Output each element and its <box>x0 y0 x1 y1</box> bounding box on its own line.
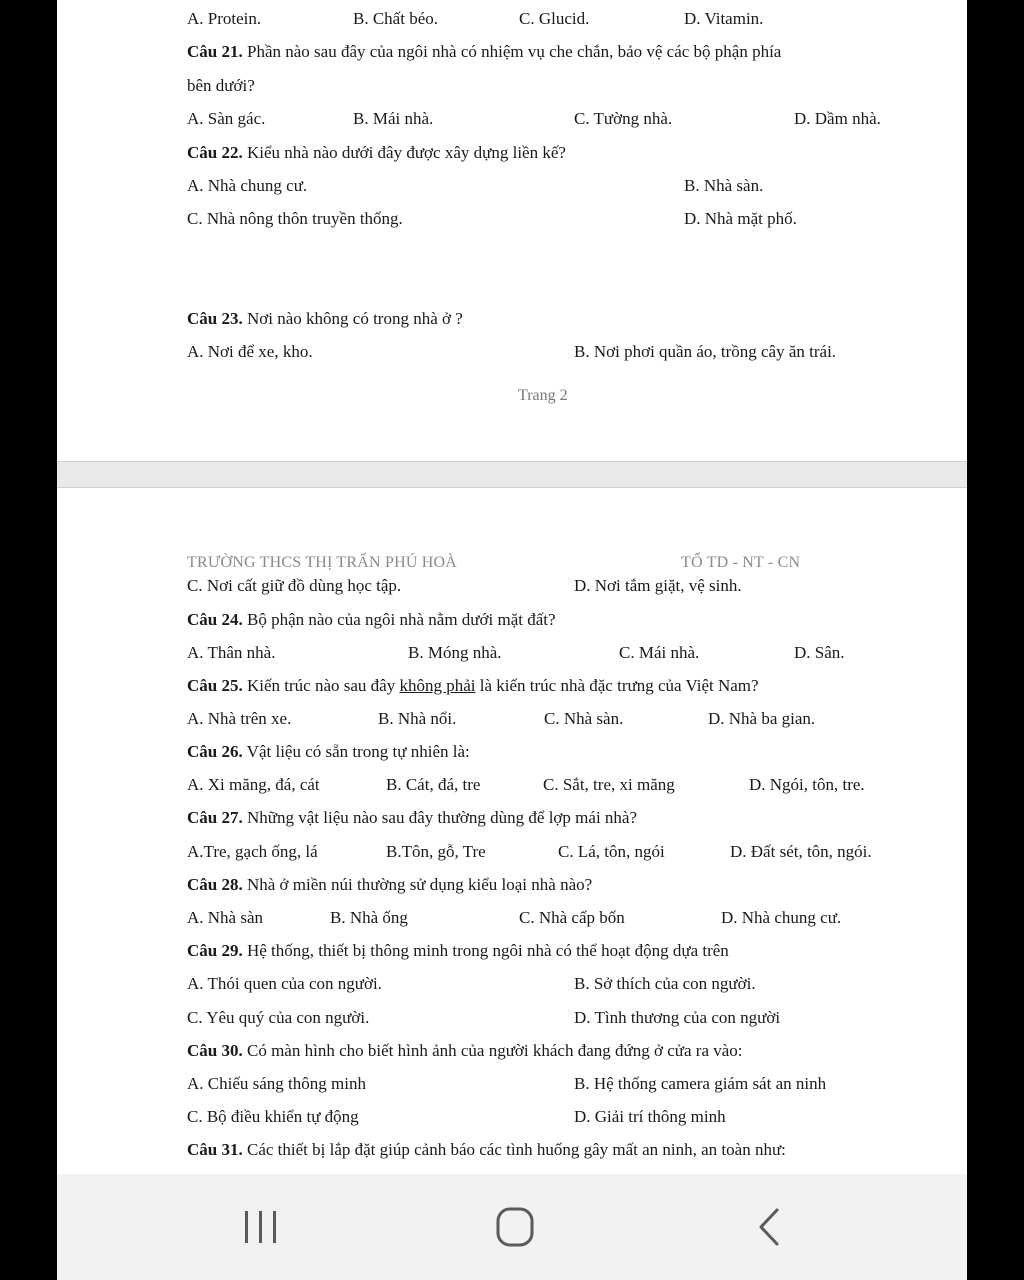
question-text: Nhà ở miền núi thường sử dụng kiểu loại nhà nào? <box>242 875 593 894</box>
question-text: Những vật liệu nào sau đây thường dùng để lợp mái nhà? <box>242 808 638 827</box>
option-a: A. Thân nhà. <box>187 643 276 662</box>
document-page-3 <box>57 488 967 1174</box>
option-a: A. Protein. <box>187 9 262 28</box>
question-21-cont: bên dưới? <box>187 76 255 95</box>
option-b: B. Hệ thống camera giám sát an ninh <box>574 1074 827 1093</box>
question-text: Có màn hình cho biết hình ảnh của người khách đang đứng ở cửa ra vào: <box>242 1041 743 1060</box>
option-b: B. Nhà nổi. <box>378 709 457 728</box>
option-a: A. Nhà chung cư. <box>187 176 308 195</box>
question-text: Vật liệu có sẵn trong tự nhiên là: <box>242 742 470 761</box>
question-label: Câu 24. <box>187 610 243 629</box>
question-text: Phần nào sau đây của ngôi nhà có nhiệm vụ che chắn, bảo vệ các bộ phận phía <box>242 42 782 61</box>
option-a: A. Thói quen của con người. <box>187 974 382 993</box>
question-31 <box>187 1140 786 1160</box>
question-text: là kiến trúc nhà đặc trưng của Việt Nam? <box>475 676 759 695</box>
option-a: A. Sàn gác. <box>187 109 266 128</box>
option-c: C. Yêu quý của con người. <box>187 1008 370 1027</box>
back-icon <box>739 1202 799 1252</box>
page-separator <box>57 461 967 488</box>
option-c: C. Nhà cấp bốn <box>519 908 625 927</box>
option-a: A. Nhà sàn <box>187 908 264 927</box>
question-label: Câu 21. <box>187 42 243 61</box>
department-header: TỔ TD - NT - CN <box>681 554 801 571</box>
option-d: D. Nhà ba gian. <box>708 709 816 728</box>
option-a: A.Tre, gạch ống, lá <box>187 842 318 861</box>
emphasis-text: không phải <box>399 676 476 695</box>
option-c: C. Mái nhà. <box>619 643 700 662</box>
question-label: Câu 27. <box>187 808 243 827</box>
question-26 <box>187 742 470 762</box>
question-24 <box>187 610 556 630</box>
option-d: D. Đất sét, tôn, ngói. <box>730 842 872 861</box>
question-28 <box>187 875 592 895</box>
option-c: C. Nhà nông thôn truyền thống. <box>187 209 403 228</box>
question-text: Các thiết bị lắp đặt giúp cảnh báo các tình huống gây mất an ninh, an toàn như: <box>242 1140 786 1159</box>
question-22 <box>187 143 566 163</box>
option-a: A. Nơi để xe, kho. <box>187 342 313 361</box>
question-30 <box>187 1041 743 1061</box>
navigation-bar <box>57 1174 967 1280</box>
back-button[interactable] <box>739 1202 799 1252</box>
option-c: C. Sắt, tre, xi măng <box>543 775 675 794</box>
option-d: D. Nhà chung cư. <box>721 908 842 927</box>
option-d: D. Nhà mặt phố. <box>684 209 797 228</box>
option-c: C. Lá, tôn, ngói <box>558 842 665 861</box>
question-text: Kiến trúc nào sau đây <box>242 676 400 695</box>
option-a: A. Xi măng, đá, cát <box>187 775 320 794</box>
option-d: D. Sân. <box>794 643 845 662</box>
recent-apps-icon <box>231 1202 291 1252</box>
option-d: D. Tình thương của con người <box>574 1008 781 1027</box>
option-b: B. Chất béo. <box>353 9 438 28</box>
option-b: B. Móng nhà. <box>408 643 502 662</box>
question-label: Câu 29. <box>187 941 243 960</box>
option-d: D. Vitamin. <box>684 9 764 28</box>
question-text: Bộ phận nào của ngôi nhà nằm dưới mặt đất? <box>242 610 556 629</box>
home-icon <box>485 1202 545 1252</box>
question-label: Câu 23. <box>187 309 243 328</box>
option-d: D. Nơi tắm giặt, vệ sinh. <box>574 576 742 595</box>
option-d: D. Giải trí thông minh <box>574 1107 726 1126</box>
option-c: C. Bộ điều khiển tự động <box>187 1107 359 1126</box>
option-c: C. Glucid. <box>519 9 590 28</box>
question-29 <box>187 941 729 961</box>
option-b: B. Nơi phơi quần áo, trồng cây ăn trái. <box>574 342 837 361</box>
question-label: Câu 26. <box>187 742 243 761</box>
question-text: Hệ thống, thiết bị thông minh trong ngôi nhà có thể hoạt động dựa trên <box>242 941 729 960</box>
question-25 <box>187 676 759 696</box>
option-c: C. Nơi cất giữ đồ dùng học tập. <box>187 576 402 595</box>
question-label: Câu 30. <box>187 1041 243 1060</box>
option-c: C. Tường nhà. <box>574 109 673 128</box>
page-number: Trang 2 <box>518 387 568 404</box>
question-text: Nơi nào không có trong nhà ở ? <box>242 309 463 328</box>
option-b: B. Nhà ống <box>330 908 408 927</box>
home-button[interactable] <box>485 1202 545 1252</box>
option-d: D. Dầm nhà. <box>794 109 881 128</box>
school-header: TRƯỜNG THCS THỊ TRẤN PHÚ HOÀ <box>187 554 458 571</box>
option-b: B. Nhà sàn. <box>684 176 764 195</box>
question-label: Câu 25. <box>187 676 243 695</box>
question-label: Câu 28. <box>187 875 243 894</box>
question-23 <box>187 309 463 329</box>
option-b: B. Cát, đá, tre <box>386 775 481 794</box>
option-a: A. Chiếu sáng thông minh <box>187 1074 366 1093</box>
option-c: C. Nhà sàn. <box>544 709 624 728</box>
question-label: Câu 31. <box>187 1140 243 1159</box>
document-page-2 <box>57 0 967 461</box>
option-b: B. Mái nhà. <box>353 109 434 128</box>
question-text: Kiểu nhà nào dưới đây được xây dựng liền kế? <box>242 143 566 162</box>
question-label: Câu 22. <box>187 143 243 162</box>
question-21 <box>187 42 781 62</box>
question-27 <box>187 808 637 828</box>
option-a: A. Nhà trên xe. <box>187 709 292 728</box>
option-d: D. Ngói, tôn, tre. <box>749 775 865 794</box>
option-b: B.Tôn, gỗ, Tre <box>386 842 486 861</box>
option-b: B. Sở thích của con người. <box>574 974 756 993</box>
recent-apps-button[interactable] <box>231 1202 291 1252</box>
